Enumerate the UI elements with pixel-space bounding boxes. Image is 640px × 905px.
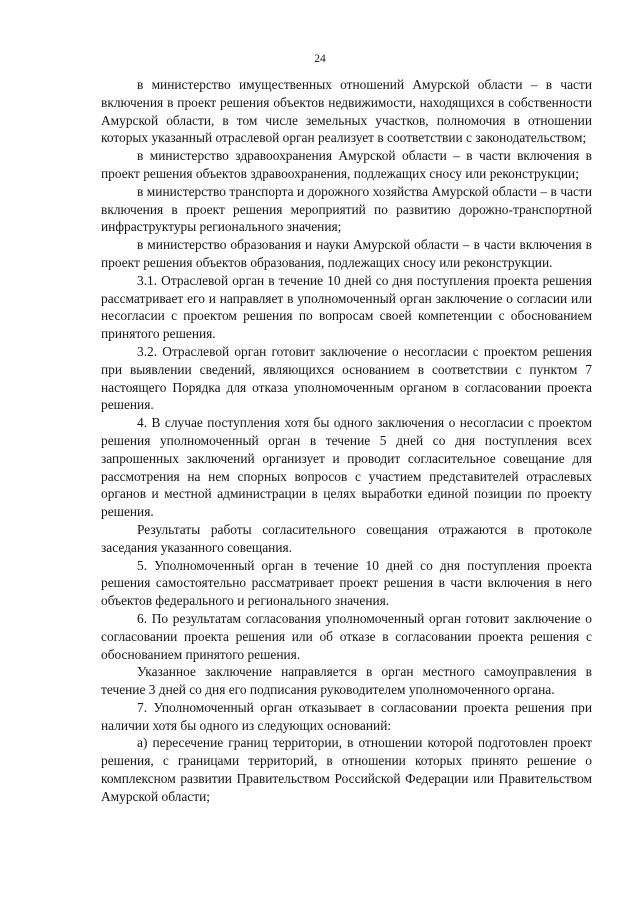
paragraph-meeting-results: Результаты работы согласительного совещания отражаются в протоколе заседания указанного совещания. xyxy=(101,521,592,555)
paragraph-ministry-health: в министерство здравоохранения Амурской области – в части включения в проект решения объектов здравоохранения, подлежащих сносу или реконструкции; xyxy=(101,148,592,181)
paragraph-ministry-property: в министерство имущественных отношений Амурской области – в части включения в проект решения объектов недвижимости, находящихся в собственности Амурской области, в том числе земельных участков, полномочия в отношении которых указанный отраслевой орган реализует в соответствии с законодательством; xyxy=(101,77,592,146)
paragraph-clause-4: 4. В случае поступления хотя бы одного заключения о несогласии с проектом решения уполномоченный орган в течение 5 дней со дня поступления всех запрошенных заключений организует и проводит согласительное совещание для рассмотрения на нем спорных вопросов с участием представителей отраслевых органов и местной администрации в целях выработки единой позиции по проекту решения. xyxy=(101,415,592,520)
page-number: 24 xyxy=(314,53,326,65)
document-body xyxy=(101,76,592,806)
paragraph-clause-7a: а) пересечение границ территории, в отношении которой подготовлен проект решения, с границами территорий, в отношении которых принято решение о комплексном развитии Правительством Российской Федерации или Правительством Амурской области; xyxy=(101,735,592,804)
paragraph-clause-5: 5. Уполномоченный орган в течение 10 дней со дня поступления проекта решения самостоятельно рассматривает проект решения в части включения в него объектов федерального и регионального значения. xyxy=(101,557,592,609)
paragraph-clause-3-1: 3.1. Отраслевой орган в течение 10 дней со дня поступления проекта решения рассматривает его и направляет в уполномоченный орган заключение о согласии или несогласии с проектом решения по вопросам своей компетенции с обоснованием принятого решения. xyxy=(101,272,592,342)
paragraph-ministry-education: в министерство образования и науки Амурской области – в части включения в проект решения объектов образования, подлежащих сносу или реконструкции. xyxy=(101,237,592,270)
paragraph-clause-6: 6. По результатам согласования уполномоченный орган готовит заключение о согласовании проекта решения или об отказе в согласовании проекта решения с обоснованием принятого решения. xyxy=(101,610,592,662)
paragraph-clause-7: 7. Уполномоченный орган отказывает в согласовании проекта решения при наличии хотя бы одного из следующих оснований: xyxy=(101,699,592,733)
paragraph-clause-3-2: 3.2. Отраслевой орган готовит заключение о несогласии с проектом решения при выявлении сведений, являющихся основанием в соответствии с пунктом 7 настоящего Порядка для отказа уполномоченным органом в согласовании проекта решения. xyxy=(101,343,592,413)
paragraph-ministry-transport: в министерство транспорта и дорожного хозяйства Амурской области – в части включения в проект решения мероприятий по развитию дорожно-транспортной инфраструктуры регионального значения; xyxy=(101,183,592,235)
paragraph-conclusion-sending: Указанное заключение направляется в орган местного самоуправления в течение 3 дней со дня его подписания руководителем уполномоченного органа. xyxy=(101,664,592,698)
